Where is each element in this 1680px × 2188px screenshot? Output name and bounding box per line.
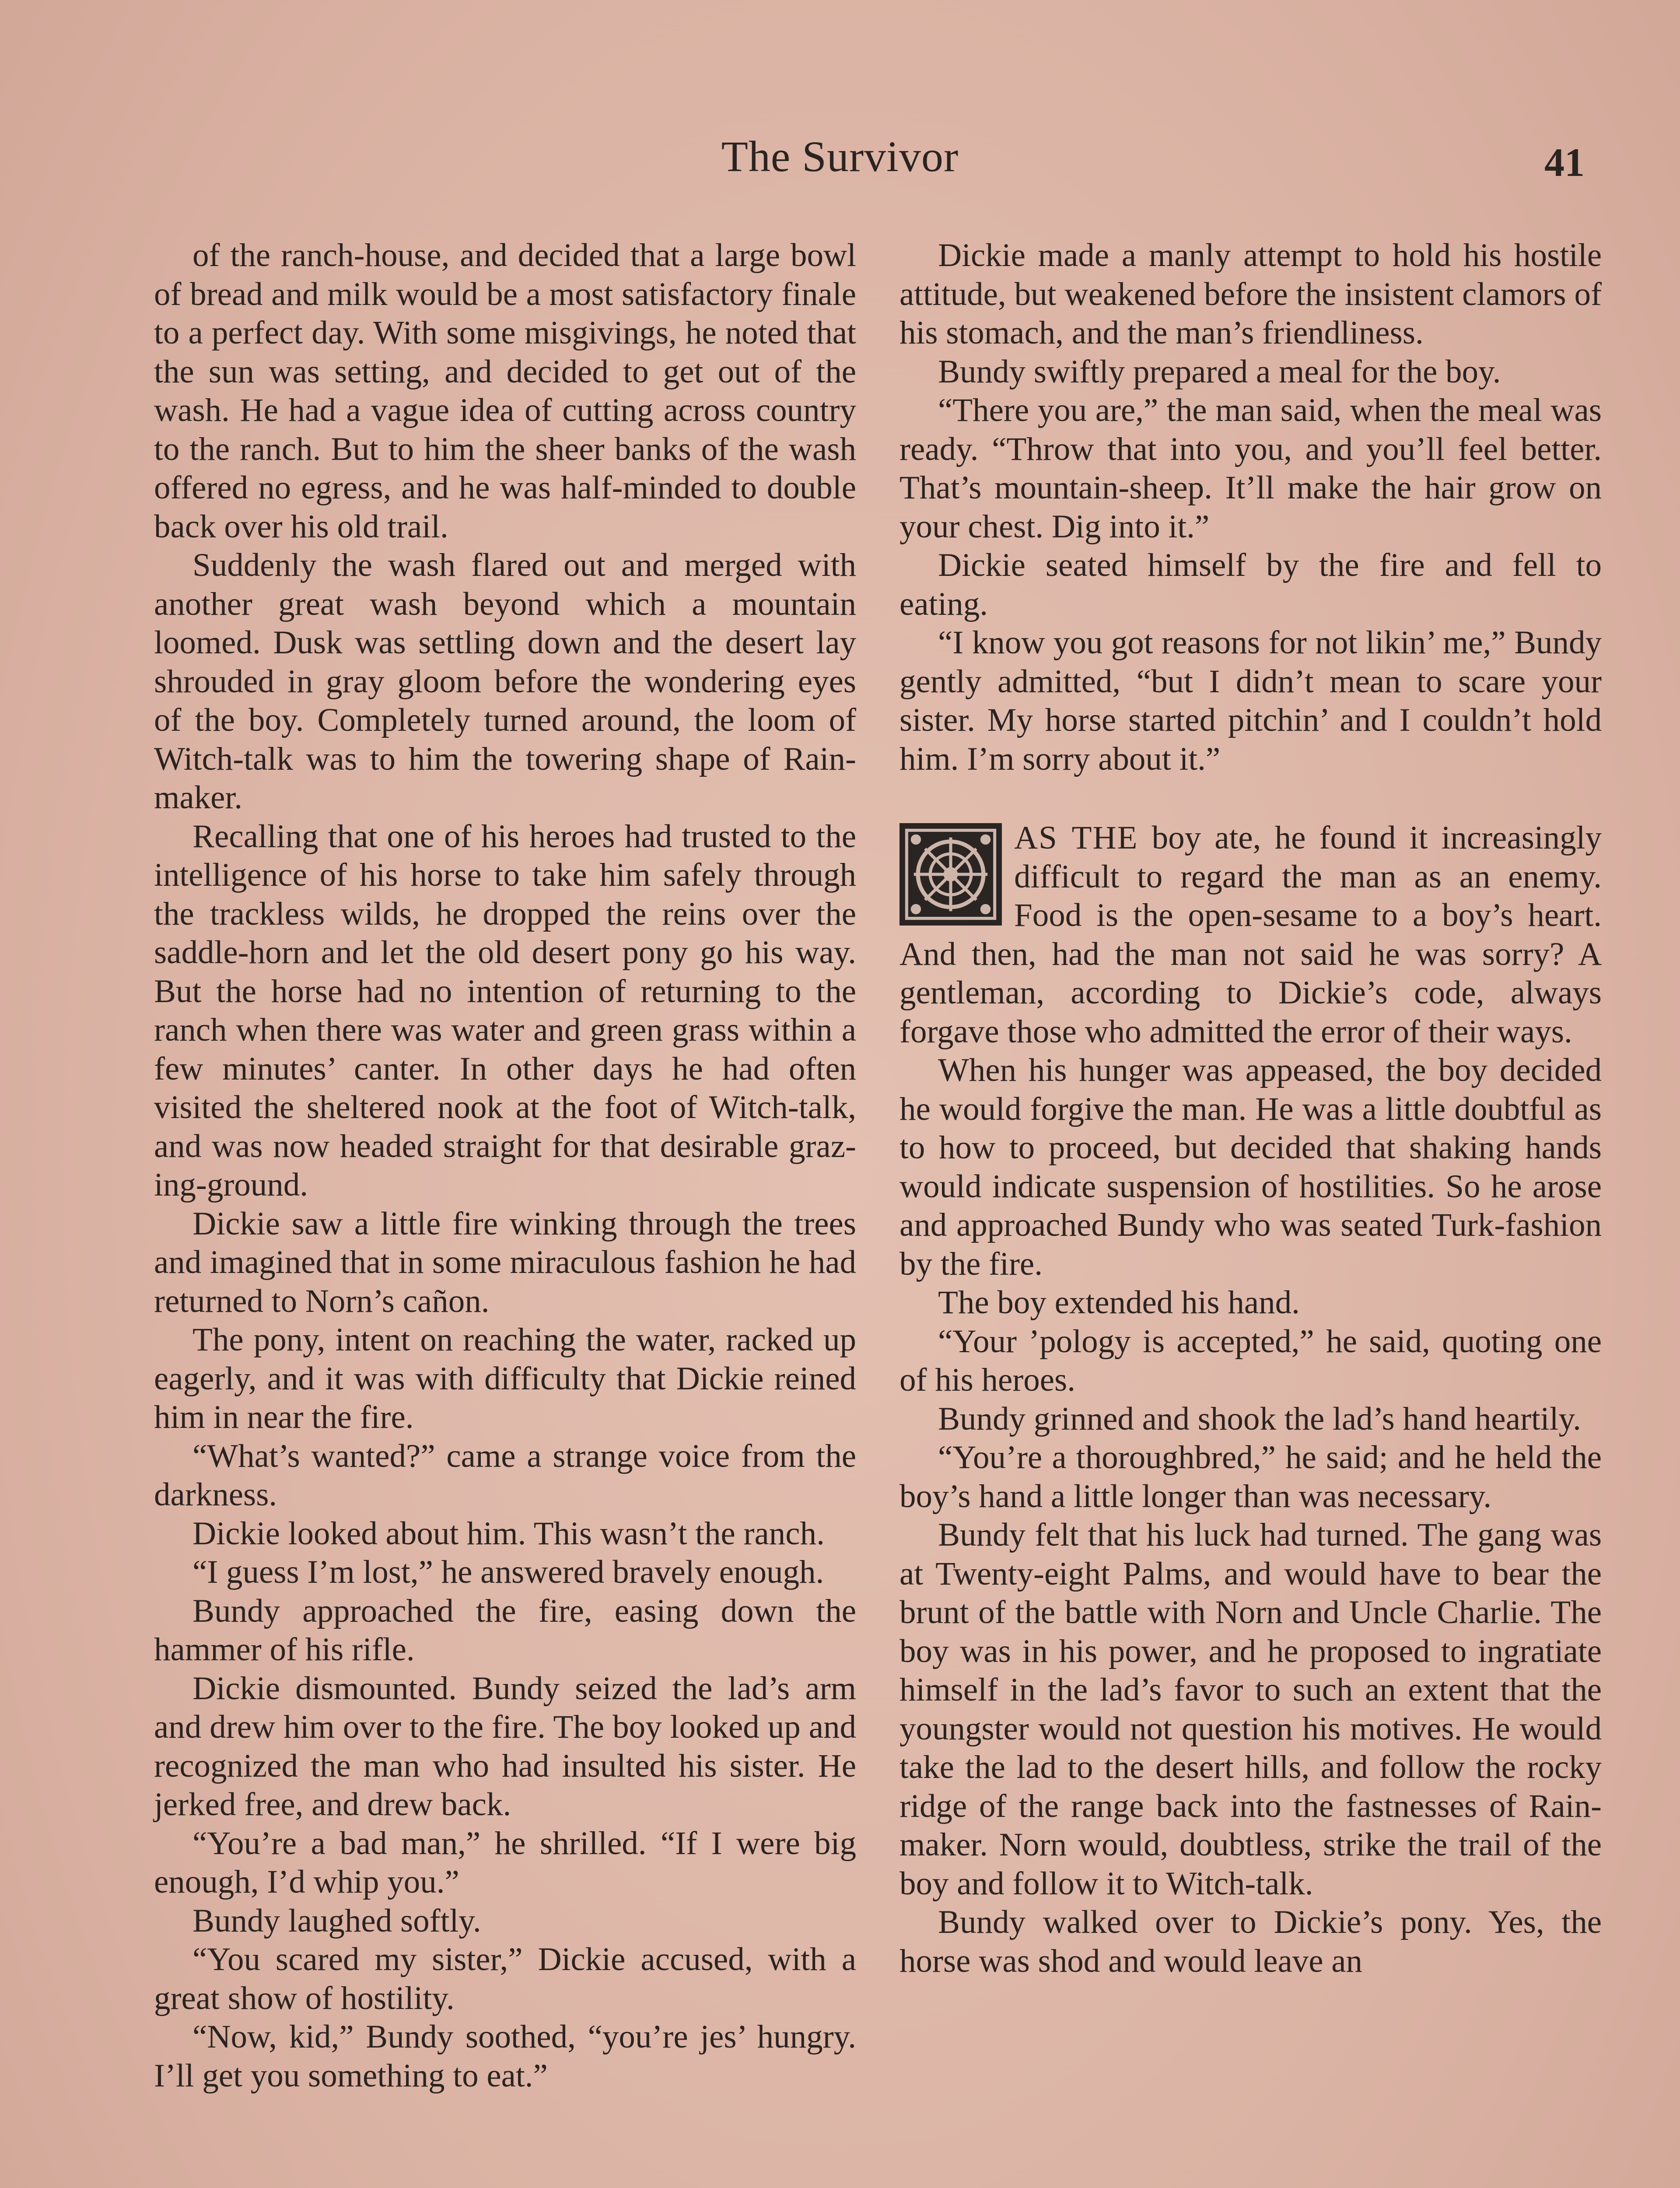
paragraph: “I guess I’m lost,” he answered bravely enough.: [192, 1554, 824, 1590]
paragraph: “Your ’pology is accepted,” he said, quoting one of his heroes.: [900, 1323, 1602, 1398]
paragraph: The boy extended his hand.: [938, 1284, 1300, 1321]
paragraph: Bundy walked over to Dickie’s pony. Yes, the horse was shod and would leave an: [900, 1904, 1602, 1979]
paragraph: Dickie saw a little fire winking through the trees and imagined that in some miraculous fashion he had returned to Norn’s cañon.: [154, 1205, 856, 1319]
paragraph: of the ranch-house, and decided that a large bowl of bread and milk would be a most satisfactory finale to a perfect day. With some misgivings, he noted that the sun was setting, and decided to get out of the wash. He had a vague idea of cutting across country to the ranch. But to him the sheer banks of the wash offered no egress, and he was half-minded to double back over his old trail.: [154, 237, 856, 545]
right-column: [900, 236, 1602, 1981]
section-lead-words: AS THE: [1014, 820, 1138, 856]
paragraph: When his hunger was appeased, the boy decided he would forgive the man. He was a little doubtful as to how to proceed, but decided that shaking hands would indicate suspension of hostilities. So he arose and approached Bundy who was seated Turk-fashion by the fire.: [900, 1052, 1602, 1282]
paragraph: Recalling that one of his heroes had trusted to the intelligence of his horse to take him safely through the trackless wilds, he dropped the reins over the saddle-horn and let the old desert pony go his way. But the horse had no intention of returning to the ranch when there was water and green grass within a few minutes’ canter. In other days he had often visited the sheltered nook at the foot of Witch-talk, and was now headed straight for that desirable grazing-ground.: [154, 818, 856, 1203]
page-number: 41: [1544, 140, 1585, 185]
paragraph: The pony, intent on reaching the water, racked up eagerly, and it was with difficulty that Dickie reined him in near the fire.: [154, 1322, 856, 1435]
ornamental-drop-initial-icon: [900, 822, 1002, 926]
paragraph: Dickie seated himself by the fire and fell to eating.: [900, 547, 1602, 622]
paragraph: Bundy grinned and shook the lad’s hand heartily.: [938, 1400, 1581, 1437]
paragraph: “Now, kid,” Bundy soothed, “you’re jes’ hungry. I’ll get you something to eat.”: [154, 2019, 856, 2094]
paragraph: Bundy felt that his luck had turned. The gang was at Twenty-eight Palms, and would have to bear the brunt of the battle with Norn and Uncle Charlie. The boy was in his power, and he proposed to ingratiate himself in the lad’s favor to such an extent that the youngster would not question his motives. He would take the lad to the desert hills, and follow the rocky ridge of the range back into the fastnesses of Rain-maker. Norn would, doubtless, strike the trail of the boy and follow it to Witch-talk.: [900, 1517, 1602, 1902]
paragraph: Suddenly the wash flared out and merged with another great wash beyond which a mountain loomed. Dusk was settling down and the desert lay shrouded in gray gloom before the wondering eyes of the boy. Completely turned around, the loom of Witch-talk was to him the towering shape of Rain-maker.: [154, 547, 856, 816]
paragraph: “You’re a bad man,” he shrilled. “If I were big enough, I’d whip you.”: [154, 1825, 856, 1900]
paragraph: Dickie dismounted. Bundy seized the lad’s arm and drew him over to the fire. The boy looked up and recognized the man who had insulted his sister. He jerked free, and drew back.: [154, 1670, 856, 1823]
paragraph: Bundy approached the fire, easing down the hammer of his rifle.: [154, 1592, 856, 1668]
paragraph: Dickie made a manly attempt to hold his hostile attitude, but weakened before the insistent clamors of his stomach, and the man’s friendliness.: [900, 237, 1602, 351]
paragraph: “What’s wanted?” came a strange voice from the darkness.: [154, 1438, 856, 1513]
paragraph: Dickie looked about him. This wasn’t the ranch.: [192, 1515, 825, 1552]
paragraph: Bundy laughed softly.: [192, 1902, 481, 1939]
section-text: boy ate, he found it increasingly difficult to regard the man as an enemy. Food is the open-sesame to a boy’s heart. And then, had the man not said he was sorry? A gentleman, according to Dickie’s code, always forgave those who admitted the error of their ways.: [900, 820, 1602, 1050]
paragraph: Bundy swiftly prepared a meal for the boy.: [938, 353, 1501, 390]
paragraph: “I know you got reasons for not likin’ me,” Bundy gently admitted, “but I didn’t mean to scare your sister. My horse started pitchin’ and I couldn’t hold him. I’m sorry about it.”: [900, 624, 1602, 777]
paragraph: “There you are,” the man said, when the meal was ready. “Throw that into you, and you’ll feel better. That’s mountain-sheep. It’ll make the hair grow on your chest. Dig into it.”: [900, 392, 1602, 545]
section-opening-paragraph: [900, 819, 1602, 1051]
paragraph: “You’re a thoroughbred,” he said; and he held the boy’s hand a little longer than was necessary.: [900, 1439, 1602, 1515]
left-column: [154, 236, 856, 2095]
running-title: The Survivor: [721, 132, 959, 181]
paragraph: “You scared my sister,” Dickie accused, with a great show of hostility.: [154, 1941, 856, 2016]
